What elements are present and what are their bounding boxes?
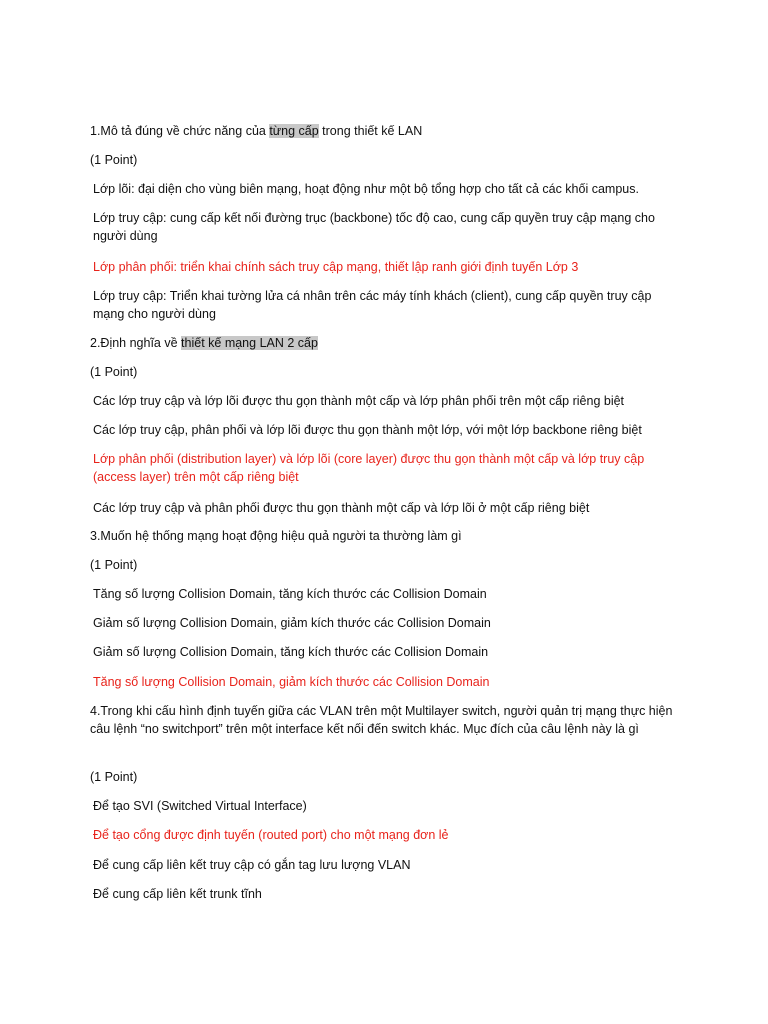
question-3-title: 3.Muốn hệ thống mạng hoạt động hiệu quả người ta thường làm gì xyxy=(90,529,462,543)
question-2-option-3-correct: Lớp phân phối (distribution layer) và lớp lõi (core layer) được thu gọn thành một cấp và lớp truy cập (access layer) trên một cấp riêng biệt xyxy=(93,452,645,484)
question-4-option-4: Để cung cấp liên kết trunk tĩnh xyxy=(93,887,262,901)
question-1-option-3-correct: Lớp phân phối: triển khai chính sách truy cập mạng, thiết lập ranh giới định tuyến Lớp 3 xyxy=(93,260,579,274)
question-1-points: (1 Point) xyxy=(90,153,138,167)
question-4-option-1: Để tạo SVI (Switched Virtual Interface) xyxy=(93,799,307,813)
question-2-option-2: Các lớp truy cập, phân phối và lớp lõi được thu gọn thành một lớp, với một lớp backbone riêng biệt xyxy=(93,423,642,437)
question-3-option-4-correct: Tăng số lượng Collision Domain, giảm kích thước các Collision Domain xyxy=(93,675,490,689)
question-4-points: (1 Point) xyxy=(90,770,138,784)
question-3-points: (1 Point) xyxy=(90,558,138,572)
question-2-title xyxy=(90,334,680,352)
question-2-option-1: Các lớp truy cập và lớp lõi được thu gọn thành một cấp và lớp phân phối trên một cấp riêng biệt xyxy=(93,394,625,408)
question-3-option-2: Giảm số lượng Collision Domain, giảm kích thước các Collision Domain xyxy=(93,616,491,630)
question-2-title-highlight: thiết kế mạng LAN 2 cấp xyxy=(181,336,318,350)
question-3-option-3: Giảm số lượng Collision Domain, tăng kích thước các Collision Domain xyxy=(93,645,489,659)
question-2-points: (1 Point) xyxy=(90,365,138,379)
question-2-title-start: 2.Định nghĩa về xyxy=(90,336,182,350)
question-1-title-highlight: từng cấp xyxy=(269,124,319,138)
question-4-title: 4.Trong khi cấu hình định tuyến giữa các VLAN trên một Multilayer switch, người quản trị mạng thực hiện câu lệnh “no switchport” trên một interface kết nối đến switch khác. Mục đích của câu lệnh này là gì xyxy=(90,704,673,736)
question-1-option-2: Lớp truy cập: cung cấp kết nối đường trục (backbone) tốc độ cao, cung cấp quyền truy cập mạng cho người dùng xyxy=(93,211,655,243)
question-1-title xyxy=(90,122,680,140)
question-4-option-3: Để cung cấp liên kết truy cập có gắn tag lưu lượng VLAN xyxy=(93,858,411,872)
question-1-title-end: trong thiết kế LAN xyxy=(318,124,423,138)
question-4-option-2-correct: Để tạo cổng được định tuyến (routed port) cho một mạng đơn lẻ xyxy=(93,828,449,842)
question-1-option-4: Lớp truy cập: Triển khai tường lửa cá nhân trên các máy tính khách (client), cung cấp quyền truy cập mạng cho người dùng xyxy=(93,289,652,321)
question-2-option-4: Các lớp truy cập và phân phối được thu gọn thành một cấp và lớp lõi ở một cấp riêng biệt xyxy=(93,501,590,515)
question-3-option-1: Tăng số lượng Collision Domain, tăng kích thước các Collision Domain xyxy=(93,587,487,601)
question-1-option-1: Lớp lõi: đại diện cho vùng biên mạng, hoạt động như một bộ tổng hợp cho tất cả các khối campus. xyxy=(93,182,639,196)
question-1-title-start: 1.Mô tả đúng về chức năng của xyxy=(90,124,270,138)
